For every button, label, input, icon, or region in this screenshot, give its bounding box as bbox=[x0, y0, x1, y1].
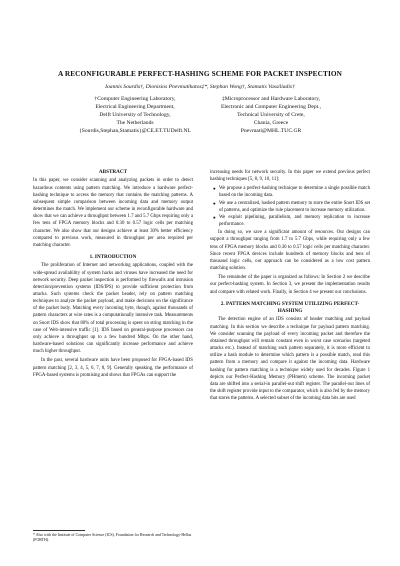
affiliation-line: Chania, Greece bbox=[253, 119, 289, 126]
intro-paragraph: The proliferation of Internet and networking applications, coupled with the wide-spread availability of system hacks and viruses have increased the need for network security. Deep packet inspection is performed by firewalls and intrusion detection/prevention systems (IDS/IPS) to provide sufficient protection from attacks. Such systems check the packet header, rely on pattern matching techniques to analyze the packet payload, and make decisions on the significance of the packet body. Matching every incoming byte, though, against thousands of pattern characters at wire rates is a computationally intensive task. Measurements on Snort IDS show that 80% of total processing is spent on string matching in the case of Web-intensive traffic [1]. IDS based on general-purpose processors can only achieve a throughput up to a few hundred Mbps. On the other hand, hardware-based solutions can significantly increase performance and achieve much higher throughput. bbox=[33, 263, 193, 355]
left-column bbox=[33, 169, 193, 381]
affiliation-line: †Computer Engineering Laboratory, bbox=[94, 96, 176, 102]
author-list: Ioannis Sourdis†, Dionisios Pnevmatikatos‡*, Stephan Wong†, Stamatis Vassiliadis† bbox=[105, 84, 295, 90]
affiliation-email: {Sourdis,Stephan,Stamatis}@CE.ET.TUDelft.NL bbox=[79, 127, 191, 134]
bullet-icon: ● bbox=[213, 200, 216, 206]
list-item-text: We use a centralized, hashed pattern memory to store the entire Snort IDS set of patterns, and optimize the rule placement to increase memory utilization. bbox=[219, 200, 370, 213]
bullet-icon: ● bbox=[213, 186, 216, 192]
body-paragraph: The remainder of the paper is organized as follows: In Section 2 we describe our perfect-hashing system. In Section 3, we present the implementation results and compare with related work. Finally, in Section 4 we present our conclusions. bbox=[210, 275, 370, 295]
affiliation-line: The Netherlands bbox=[116, 119, 154, 126]
body-paragraph: The detection engine of an IDS consists of header matching and payload matching. In this section we describe a technique for payload pattern matching. We consider scanning the payload of every incoming packet and therefore the obtained throughput will remain constant even in worst case scenarios (targeted attacks etc.). Instead of matching each pattern separately, it is more efficient to utilize a hash module to determine which pattern is a possible match, read this pattern from a memory and compare it against the incoming data. Hardware hashing for pattern matching is a technique widely used for decades. Figure 1 depicts our Perfect-Hashing Memory (PHmem) scheme. The incoming packet data are shifted into a serial-in parallel-out shift register. The parallel-out lines of the shift register provide input to the comparator, which is also fed by the memory that stores the patterns. A selected subset of the incoming data bits are used bbox=[210, 317, 370, 402]
intro-paragraph: In the past, several hardware units have been proposed for FPGA-based IDS pattern matching [2, 3, 4, 5, 6, 7, 8, 9]. Generally speaking, the performance of FPGA-based systems is promising and shows that FPGAs can support the bbox=[33, 358, 193, 378]
list-item bbox=[210, 214, 370, 228]
section-heading-introduction: 1. INTRODUCTION bbox=[89, 253, 137, 260]
footnote-text: * Also with the Institute of Computer Science (ICS), Foundation for Research and Technology-Hellas (FORTH). bbox=[33, 533, 192, 543]
list-item bbox=[210, 200, 370, 214]
paper-title: A RECONFIGURABLE PERFECT-HASHING SCHEME FOR PACKET INSPECTION bbox=[57, 69, 343, 78]
affiliation-crete bbox=[206, 96, 336, 136]
right-column bbox=[210, 169, 370, 404]
list-item-text: We exploit pipelining, parallelism, and memory replication to increase performance. bbox=[219, 214, 370, 228]
affiliation-email: Pnevmati@MHL.TUC.GR bbox=[240, 127, 302, 134]
footnote-divider bbox=[33, 530, 85, 531]
contribution-list bbox=[210, 185, 370, 228]
abstract-heading: ABSTRACT bbox=[98, 169, 128, 175]
affiliation-line: ‡Microprocessor and Hardware Laboratory, bbox=[221, 96, 321, 102]
body-paragraph: increasing needs for network security. In this paper we extend previous perfect hashing techniques [5, 8, 9, 10, 11]: bbox=[210, 170, 370, 183]
affiliation-line: Delft University of Technology, bbox=[99, 111, 171, 118]
list-item-text: We propose a perfect-hashing technique to determine a single possible match based on the incoming data. bbox=[219, 186, 370, 199]
affiliation-line: Technical University of Crete, bbox=[237, 111, 305, 118]
affiliation-line: Electrical Engineering Department, bbox=[95, 103, 175, 110]
body-paragraph: In doing so, we save a significant amount of resources. Our designs can support a throughput ranging from 1.7 to 5.7 Gbps, while requiring only a few tens of FPGA memory blocks and 0.30 to 0.57 logic cells per matching character. Since recent FPGA devices include hundreds of memory blocks and tens of thousand logic cells, our approach can be considered as a low cost pattern matching solution. bbox=[210, 230, 370, 272]
bullet-icon: ● bbox=[213, 214, 216, 220]
affiliation-line: Electronic and Computer Engineering Dept., bbox=[220, 103, 322, 110]
abstract-text: In this paper, we consider scanning and analyzing packets in order to detect hazardous contents using pattern matching. We introduce a hardware perfect-hashing technique to access the memory that contains the matching patterns. A subsequent simple comparison between incoming data and memory output determines the match. We implement our scheme in reconfigurable hardware and show that we can achieve a throughput between 1.7 and 5.7 Gbps requiring only a few tens of FPGA memory blocks and 0.30 to 0.57 logic cells per matching character. We also show that our designs achieve at least 30% better efficiency compared to previous work, measured in throughput per area required per matching character. bbox=[33, 178, 193, 248]
affiliation-delft bbox=[70, 96, 200, 136]
footnote bbox=[33, 530, 193, 544]
list-item bbox=[210, 185, 370, 199]
section-heading-pattern-matching: 2. PATTERN MATCHING SYSTEM UTILIZING PERFECT-HASHING bbox=[220, 300, 360, 315]
